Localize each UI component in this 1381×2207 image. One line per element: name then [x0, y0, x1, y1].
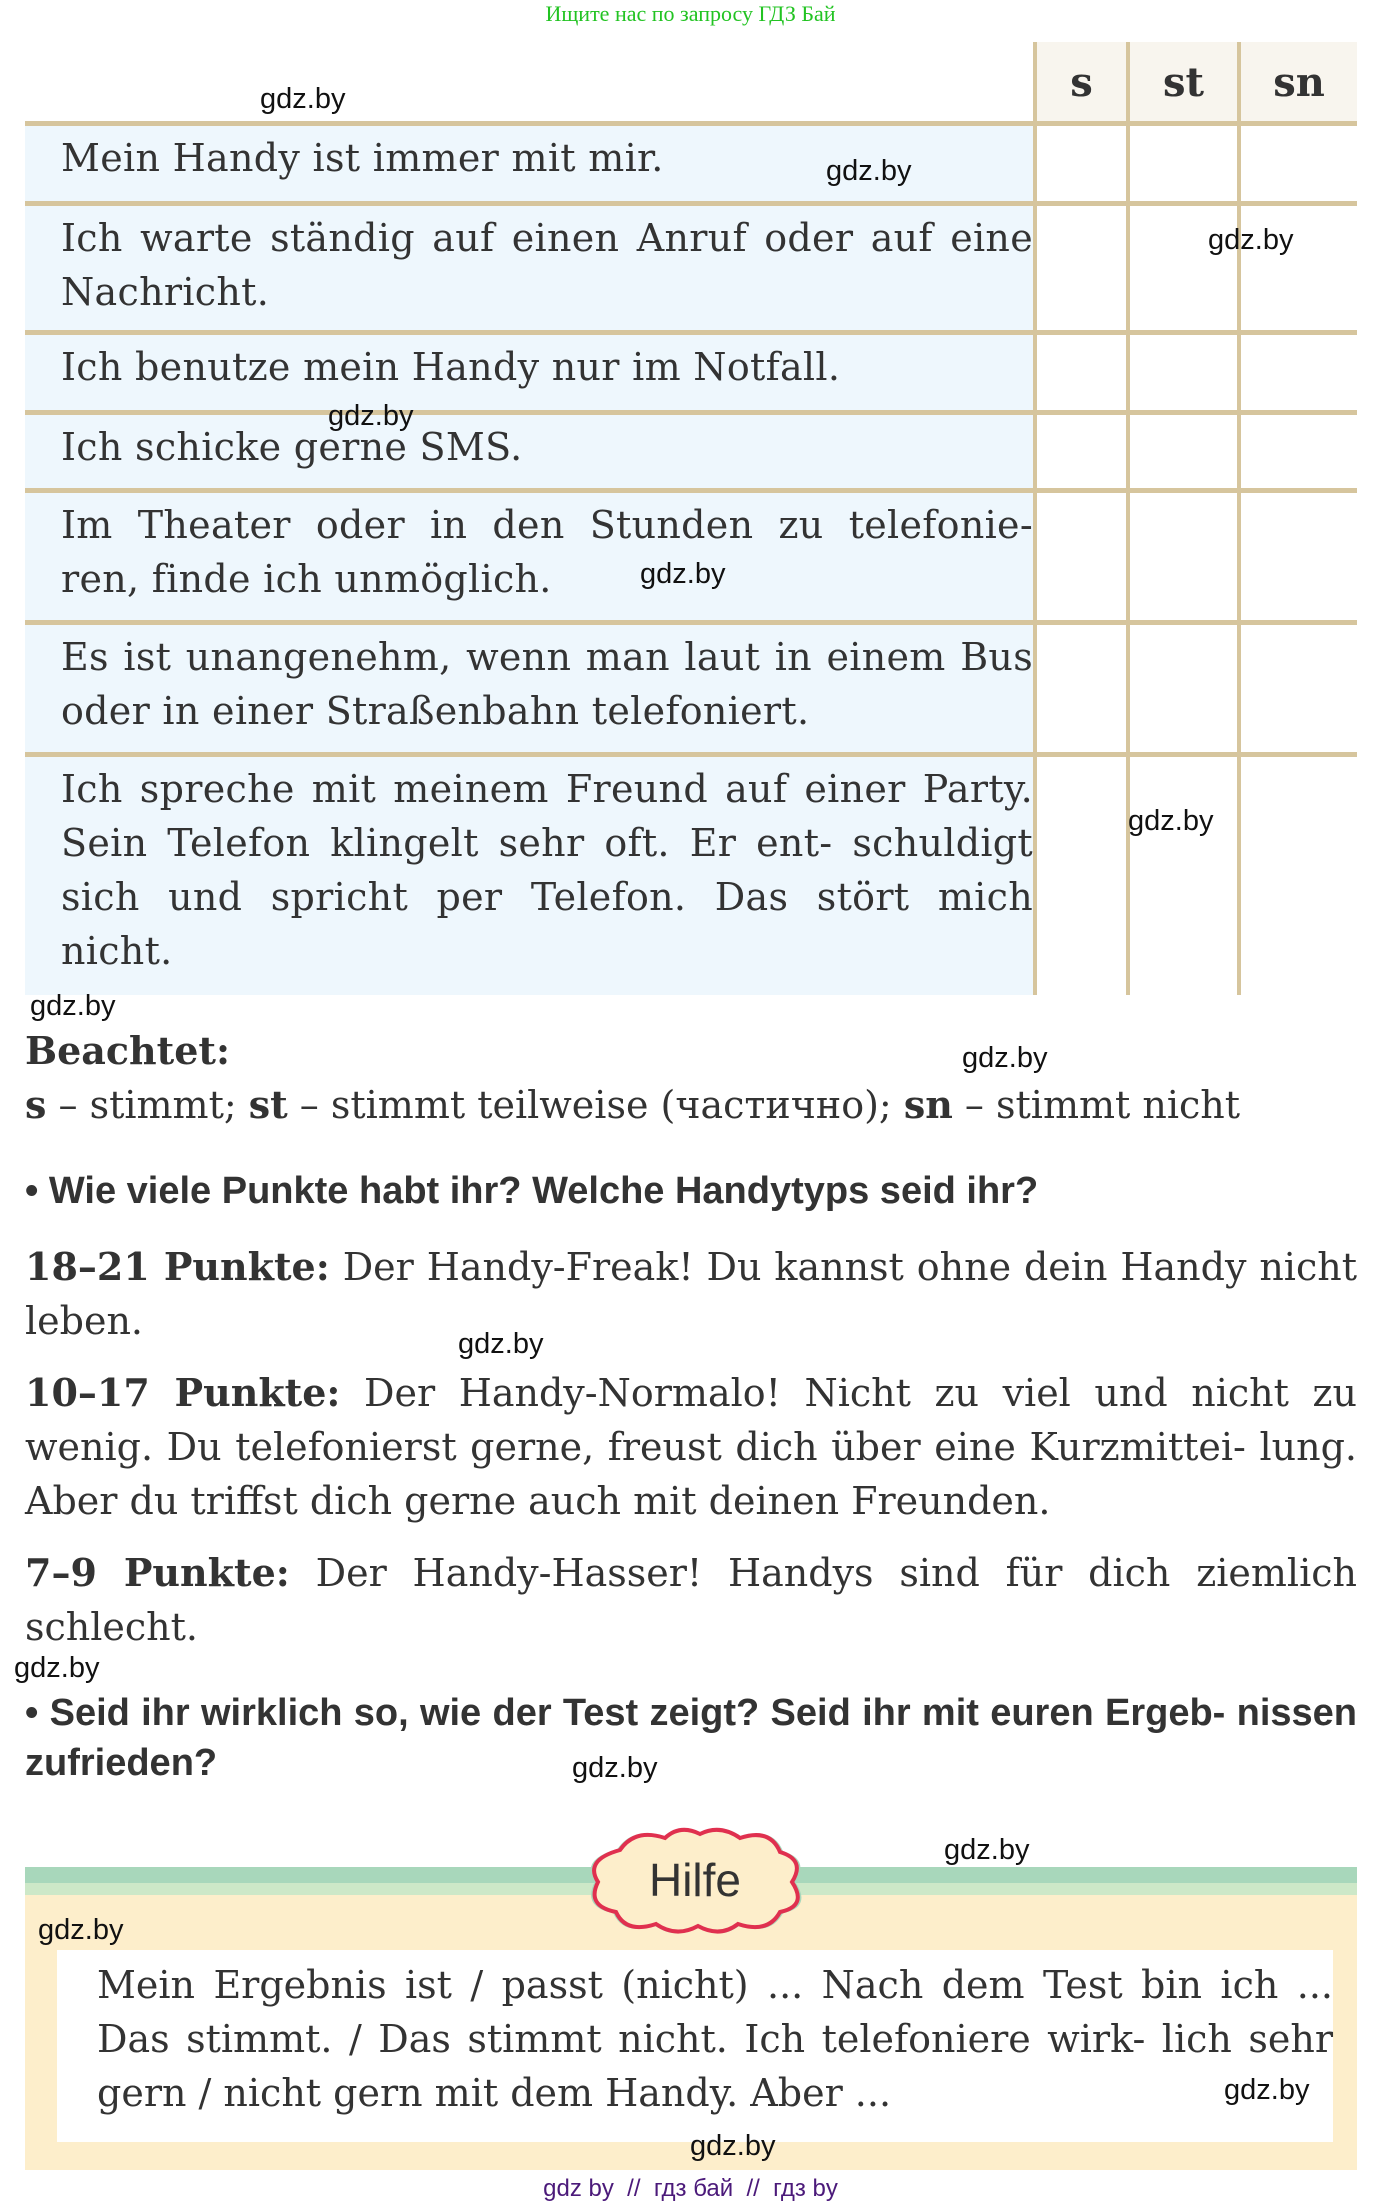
watermark: gdz.by: [640, 558, 726, 590]
grid-line: [25, 488, 1357, 493]
grid-line: [1237, 42, 1241, 995]
bullet-icon: •: [25, 1170, 49, 1212]
legend-sep: –: [287, 1083, 331, 1127]
footer-links: gdz by // гдз бай // гдз by: [543, 2175, 838, 2202]
question-1: [25, 1166, 1357, 1216]
watermark: gdz.by: [1208, 224, 1294, 256]
result-1: [25, 1240, 1357, 1348]
result-3-text: Der Handy-Hasser! Handys sind für dich ziemlich schlecht.: [25, 1551, 1357, 1649]
watermark: gdz.by: [1224, 2074, 1310, 2106]
result-3: [25, 1546, 1357, 1654]
result-2-range: 10–17 Punkte:: [25, 1370, 341, 1415]
answer-column-sn[interactable]: [1241, 126, 1357, 995]
watermark: gdz.by: [690, 2130, 776, 2162]
watermark: gdz.by: [1128, 805, 1214, 837]
watermark: gdz.by: [826, 155, 912, 187]
grid-line: [25, 752, 1357, 757]
result-3-range: 7–9 Punkte:: [25, 1550, 290, 1595]
answer-column-s[interactable]: [1037, 126, 1126, 995]
grid-line: [25, 330, 1357, 335]
result-1-range: 18–21 Punkte:: [25, 1244, 330, 1289]
legend-key-s: s: [25, 1082, 47, 1127]
grid-line: [25, 121, 1357, 126]
statement-row-2: Ich warte ständig auf einen Anruf oder auf eine Nachricht.: [25, 203, 1033, 332]
result-2-text: Der Handy-Normalo! Nicht zu viel und nicht zu wenig. Du telefonierst gerne, freust dich über eine Kurzmittei- lung. Aber du triffst dich gerne auch mit deinen Freunden.: [25, 1371, 1357, 1523]
question-2-text: Seid ihr wirklich so, wie der Test zeigt? Seid ihr mit euren Ergeb- nissen zufrieden?: [25, 1692, 1357, 1784]
statement-row-5: Im Theater oder in den Stunden zu telefonie- ren, finde ich unmöglich.: [25, 490, 1033, 622]
watermark: gdz.by: [572, 1752, 658, 1784]
hilfe-text: Mein Ergebnis ist / passt (nicht) ... Nach dem Test bin ich ... Das stimmt. / Das stimmt nicht. Ich telefoniere wirk- lich sehr gern / nicht gern mit dem Handy. Aber ...: [57, 1950, 1333, 2142]
legend-sep: –: [46, 1083, 90, 1127]
legend: [25, 1078, 1357, 1132]
watermark: gdz.by: [944, 1834, 1030, 1866]
column-header-s: s: [1033, 42, 1126, 123]
watermark: gdz.by: [38, 1914, 124, 1946]
hilfe-label: Hilfe: [648, 1854, 742, 1906]
legend-key-sn: sn: [903, 1082, 953, 1127]
watermark: gdz.by: [458, 1328, 544, 1360]
legend-value-s: stimmt;: [89, 1083, 237, 1127]
legend-value-sn: stimmt nicht: [996, 1083, 1241, 1127]
grid-line: [25, 620, 1357, 625]
grid-line: [1033, 42, 1037, 995]
legend-key-st: st: [248, 1082, 288, 1127]
column-header-st: st: [1126, 42, 1237, 123]
result-1-text: Der Handy-Freak! Du kannst ohne dein Handy nicht leben.: [25, 1245, 1357, 1343]
hilfe-badge: [580, 1820, 810, 1940]
grid-line: [25, 410, 1357, 415]
statement-row-4: Ich schicke gerne SMS.: [25, 412, 1033, 490]
result-2: [25, 1366, 1357, 1528]
statement-row-7: Ich spreche mit meinem Freund auf einer Party. Sein Telefon klingelt sehr oft. Er ent- schuldigt sich und spricht per Telefon. Das stört mich nicht.: [25, 754, 1033, 995]
grid-line: [1126, 42, 1130, 995]
question-1-text: Wie viele Punkte habt ihr? Welche Handytyps seid ihr?: [48, 1170, 1039, 1212]
watermark: gdz.by: [14, 1652, 100, 1684]
watermark: gdz.by: [260, 83, 346, 115]
legend-value-st: stimmt teilweise (частично);: [330, 1083, 892, 1127]
bullet-icon: •: [25, 1692, 50, 1734]
top-banner: Ищите нас по запросу ГДЗ Бай: [545, 1, 836, 26]
watermark: gdz.by: [30, 990, 116, 1022]
statement-row-6: Es ist unangenehm, wenn man laut in einem Bus oder in einer Straßenbahn telefoniert.: [25, 622, 1033, 754]
watermark: gdz.by: [962, 1042, 1048, 1074]
watermark: gdz.by: [328, 400, 414, 432]
statement-row-3: Ich benutze mein Handy nur im Notfall.: [25, 332, 1033, 412]
grid-line: [25, 201, 1357, 206]
answer-column-st[interactable]: [1130, 126, 1237, 995]
legend-title: Beachtet:: [25, 1028, 230, 1073]
question-2: [25, 1688, 1357, 1788]
statement-row-1: Mein Handy ist immer mit mir.: [25, 123, 1033, 203]
column-header-sn: sn: [1237, 42, 1357, 123]
legend-sep: –: [952, 1083, 997, 1127]
